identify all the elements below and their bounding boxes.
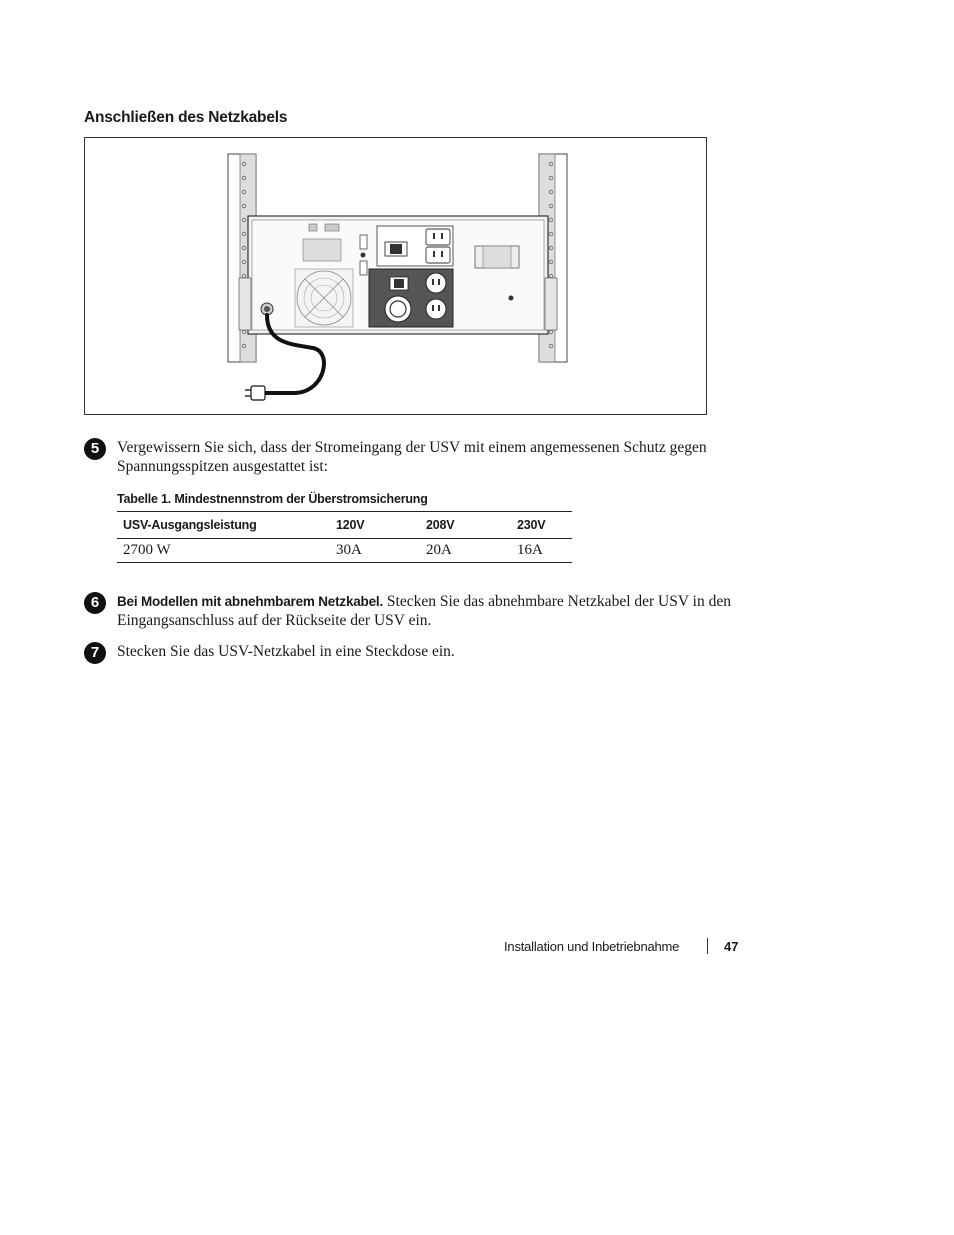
column-header: 230V	[511, 512, 572, 539]
step-number-badge: 6	[84, 592, 106, 614]
step-bold-lead: Bei Modellen mit abnehmbarem Netzkabel.	[117, 594, 384, 609]
column-header: 120V	[330, 512, 420, 539]
table-header-row	[117, 512, 572, 539]
page-number: 47	[724, 939, 739, 954]
table-cell: 2700 W	[117, 539, 330, 563]
step-text-body: Stecken Sie das abnehmbare Netzkabel der USV in den Eingangsanschluss auf der Rückseite der USV ein.	[117, 593, 731, 629]
fan-grille	[295, 269, 353, 327]
ups-rear-panel-illustration	[85, 138, 708, 416]
overcurrent-fuse-table	[117, 511, 572, 563]
step-text: Stecken Sie das USV-Netzkabel in eine Steckdose ein.	[117, 643, 455, 660]
step-number-badge: 7	[84, 642, 106, 664]
column-header: USV-Ausgangsleistung	[117, 512, 330, 539]
ups-chassis	[239, 216, 557, 334]
table-caption: Tabelle 1. Mindestnennstrom der Überstromsicherung	[117, 492, 428, 506]
footer-separator	[707, 938, 708, 954]
step-text	[117, 592, 747, 630]
column-header: 208V	[420, 512, 511, 539]
upper-outlet-panel	[377, 226, 453, 266]
figure-power-cord-connection	[84, 137, 707, 415]
table-cell: 20A	[420, 539, 511, 563]
table-cell: 30A	[330, 539, 420, 563]
table-cell: 16A	[511, 539, 572, 563]
section-heading: Anschließen des Netzkabels	[84, 109, 288, 126]
lower-outlet-panel	[369, 269, 453, 327]
footer-section-title: Installation und Inbetriebnahme	[504, 939, 680, 954]
step-text: Vergewissern Sie sich, dass der Stromeingang der USV mit einem angemessenen Schutz gegen Spannungsspitzen ausgestattet ist:	[117, 439, 707, 475]
table-row	[117, 539, 572, 563]
step-number-badge: 5	[84, 438, 106, 460]
